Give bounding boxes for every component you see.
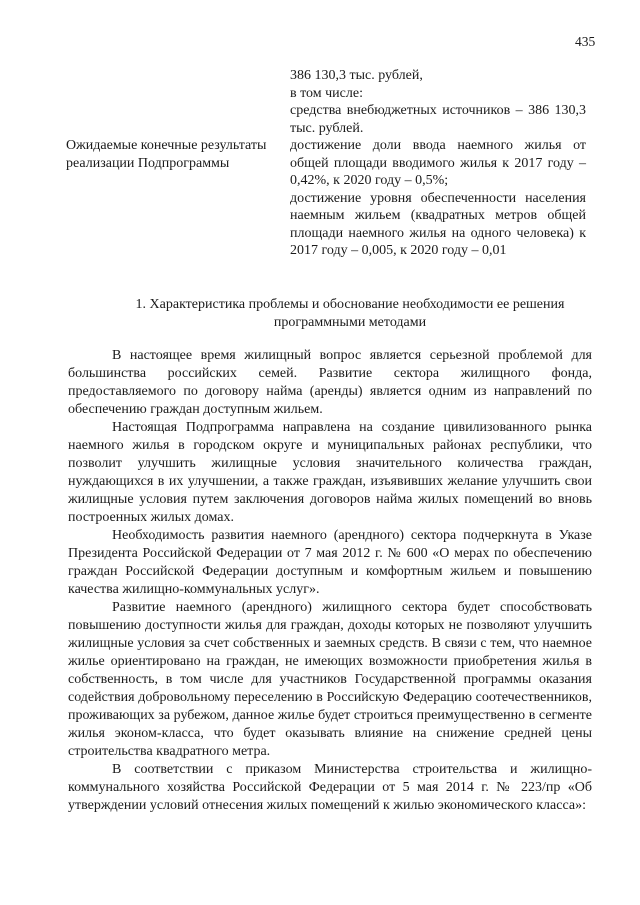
- body-text: [68, 347, 592, 815]
- paragraph: Необходимость развития наемного (арендного) сектора подчеркнута в Указе Президента Российской Федерации от 7 мая 2012 г. № 600 «О мерах по обеспечению граждан Российской Федерации доступным и комфортным жильем и повышению качества жилищно-коммунальных услуг».: [68, 528, 592, 597]
- paragraph: В соответствии с приказом Министерства строительства и жилищно-коммунального хозяйства Российской Федерации от 5 мая 2014 г. № 223/пр «Об утверждении условий отнесения жилых помещений к жилью экономического класса»:: [68, 762, 592, 813]
- passport-table: [66, 67, 586, 260]
- funding-value-cell: [290, 67, 586, 137]
- section-heading: 1. Характеристика проблемы и обоснование необходимости ее решения программными методами: [135, 297, 565, 330]
- page-number: 435: [575, 34, 596, 49]
- funding-row: [66, 67, 586, 137]
- funding-including: в том числе:: [290, 85, 363, 101]
- paragraph: Развитие наемного (арендного) жилищного сектора будет способствовать повышению доступности жилья для граждан, доходы которых не позволяют улучшить жилищные условия за счет собственных и заемных средств. В связи с тем, что наемное жилье ориентировано на граждан, не имеющих возможности приобретения жилья в собственность, в том числе для участников Государственной программы оказания содействия добровольному переселению в Российскую Федерацию соотечественников, проживающих за рубежом, данное жилье будет строиться преимущественно в сегменте жилья эконом-класса, что будет оказывать влияние на снижение средней цены строительства квадратного метра.: [68, 600, 592, 759]
- results-row: [66, 137, 586, 260]
- results-label: Ожидаемые конечные результаты реализации Подпрограммы: [66, 138, 267, 171]
- funding-label-cell: [66, 67, 290, 137]
- result-item-provision: достижение уровня обеспеченности населения наемным жильем (квадратных метров общей площади наемного жилья на одного человека) к 2017 году – 0,005, к 2020 году – 0,01: [290, 190, 586, 258]
- results-value-cell: [290, 137, 586, 260]
- result-item-share: достижение доли ввода наемного жилья от общей площади вводимого жилья к 2017 году – 0,42%, к 2020 году – 0,5%;: [290, 138, 586, 188]
- paragraph: В настоящее время жилищный вопрос является серьезной проблемой для большинства российских семей. Развитие сектора жилищного фонда, предоставляемого по договору найма (аренды) является одним из направлений по обеспечению граждан доступным жильем.: [68, 348, 592, 417]
- funding-extrabudgetary: средства внебюджетных источников – 386 130,3 тыс. рублей.: [290, 103, 586, 136]
- paragraph: Настоящая Подпрограмма направлена на создание цивилизованного рынка наемного жилья в городском округе и муниципальных районах республики, что позволит улучшить жилищные условия значительного количества граждан, нуждающихся в их улучшении, а также граждан, изъявивших желание улучшить свои жилищные условия путем заключения договоров найма жилых помещений во вновь построенных жилых домах.: [68, 420, 592, 525]
- funding-total: 386 130,3 тыс. рублей,: [290, 68, 423, 83]
